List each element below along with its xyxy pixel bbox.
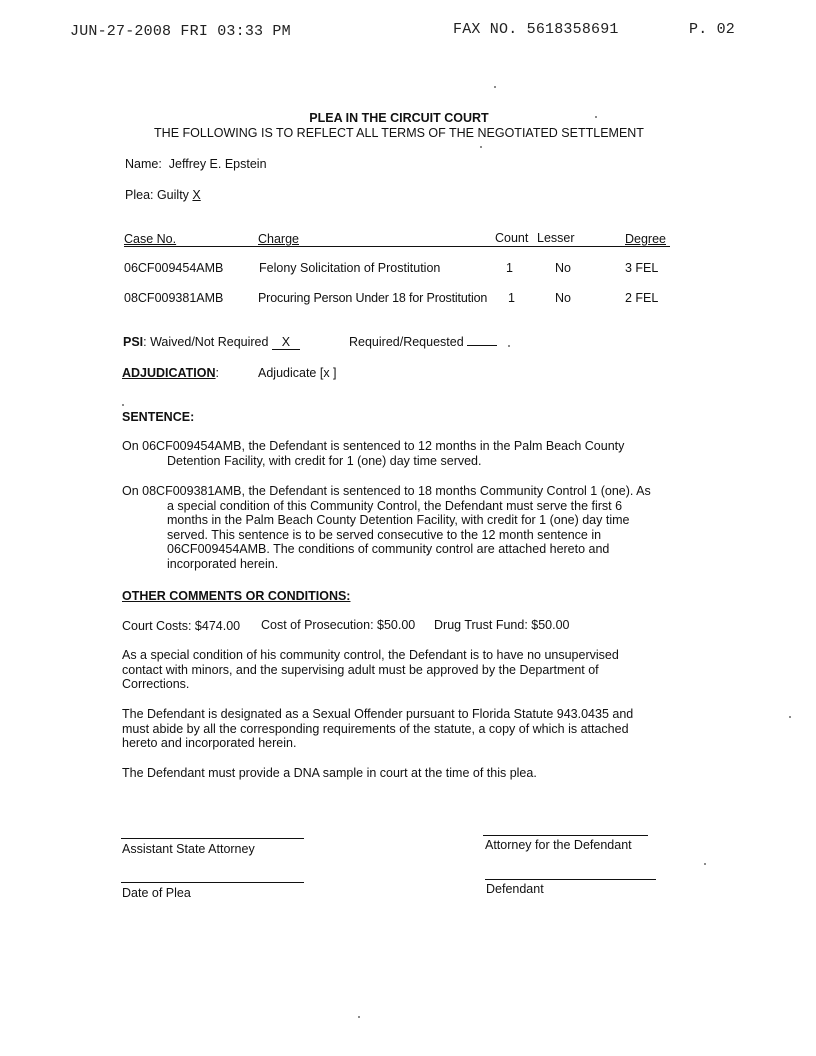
psi-line	[123, 335, 300, 350]
row-lesser: No	[555, 261, 571, 275]
scan-speck	[508, 345, 510, 347]
row-lesser: No	[555, 291, 571, 305]
scan-speck	[704, 863, 706, 865]
adjudication-line	[122, 366, 219, 380]
dna-sample-requirement: The Defendant must provide a DNA sample in court at the time of this plea.	[122, 766, 537, 780]
plea-guilty-mark: X	[192, 188, 201, 202]
name-label: Name:	[125, 157, 162, 171]
defense-attorney-signature-line	[483, 835, 648, 836]
header-count: Count	[495, 231, 529, 245]
sentence-heading: SENTENCE:	[122, 410, 195, 424]
scan-speck	[480, 146, 482, 148]
adjudication-label: ADJUDICATION	[122, 366, 216, 380]
name-value: Jeffrey E. Epstein	[168, 157, 267, 171]
psi-waived-mark: X	[272, 335, 300, 350]
row-degree: 2 FEL	[625, 291, 659, 305]
asa-signature-line	[121, 838, 304, 839]
sentence-paragraph-2-first: On 08CF009381AMB, the Defendant is sentenced to 18 months Community Control 1 (one). As	[122, 484, 651, 498]
row-charge: Procuring Person Under 18 for Prostitution	[258, 291, 488, 305]
psi-required-blank	[467, 345, 497, 346]
scan-speck	[122, 404, 124, 406]
document-title: PLEA IN THE CIRCUIT COURT	[309, 111, 489, 125]
sentence-paragraph-1	[122, 439, 662, 468]
plea-label: Plea: Guilty	[125, 188, 189, 202]
defendant-name-line	[125, 157, 267, 171]
adjudication-colon: :	[215, 366, 220, 380]
fax-number: FAX NO. 5618358691	[453, 21, 619, 38]
header-underline	[124, 246, 670, 247]
row-degree: 3 FEL	[625, 261, 659, 275]
document-subtitle: THE FOLLOWING IS TO REFLECT ALL TERMS OF THE NEGOTIATED SETTLEMENT	[154, 126, 644, 140]
other-comments-heading: OTHER COMMENTS OR CONDITIONS:	[122, 589, 351, 603]
row-count: 1	[508, 291, 515, 305]
psi-waived-label: : Waived/Not Required	[143, 335, 269, 349]
scan-speck	[789, 716, 791, 718]
psi-required-line	[349, 335, 497, 349]
sentence-paragraph-2	[122, 484, 682, 571]
defendant-signature-line	[485, 879, 656, 880]
court-costs: Court Costs: $474.00	[122, 619, 241, 633]
header-degree: Degree	[625, 232, 666, 246]
fax-date-time: JUN-27-2008 FRI 03:33 PM	[70, 23, 291, 40]
psi-label: PSI	[123, 335, 144, 349]
defendant-signature-label: Defendant	[486, 882, 544, 896]
fax-page-number: P. 02	[689, 21, 736, 38]
scan-speck	[358, 1016, 360, 1018]
scan-speck	[595, 116, 597, 118]
drug-trust-fund: Drug Trust Fund: $50.00	[434, 618, 570, 632]
sentence-paragraph-2-rest: a special condition of this Community Control, the Defendant must serve the first 6 months in the Palm Beach County Detention Facility, with credit for 1 (one) day time served. This sentence is to be served consecutive to the 12 month sentence in 06CF009454AMB. The conditions of community control are attached hereto and incorporated herein.	[167, 498, 630, 571]
sentence-paragraph-1-rest: Detention Facility, with credit for 1 (one) day time served.	[167, 453, 482, 468]
row-charge: Felony Solicitation of Prostitution	[259, 261, 441, 275]
scan-speck	[494, 86, 496, 88]
asa-signature-label: Assistant State Attorney	[122, 842, 255, 856]
header-case-no: Case No.	[124, 232, 177, 246]
row-case-no: 08CF009381AMB	[124, 291, 224, 305]
community-control-condition: As a special condition of his community control, the Defendant is to have no unsupervised contact with minors, and the supervising adult must be approved by the Department of Corrections.	[122, 648, 619, 691]
adjudication-value: Adjudicate [x ]	[258, 366, 337, 380]
plea-line	[125, 188, 201, 202]
sexual-offender-designation: The Defendant is designated as a Sexual Offender pursuant to Florida Statute 943.0435 and must abide by all the corresponding requirements of the statute, a copy of which is attached hereto and incorporated herein.	[122, 707, 634, 750]
date-of-plea-line	[121, 882, 304, 883]
header-lesser: Lesser	[537, 231, 575, 245]
row-count: 1	[506, 261, 513, 275]
header-charge: Charge	[258, 232, 299, 246]
cost-of-prosecution: Cost of Prosecution: $50.00	[261, 618, 416, 632]
defense-attorney-signature-label: Attorney for the Defendant	[485, 838, 632, 852]
row-case-no: 06CF009454AMB	[124, 261, 224, 275]
psi-required-label: Required/Requested	[349, 335, 464, 349]
sentence-paragraph-1-first: On 06CF009454AMB, the Defendant is sentenced to 12 months in the Palm Beach County	[122, 439, 625, 453]
date-of-plea-label: Date of Plea	[122, 886, 191, 900]
